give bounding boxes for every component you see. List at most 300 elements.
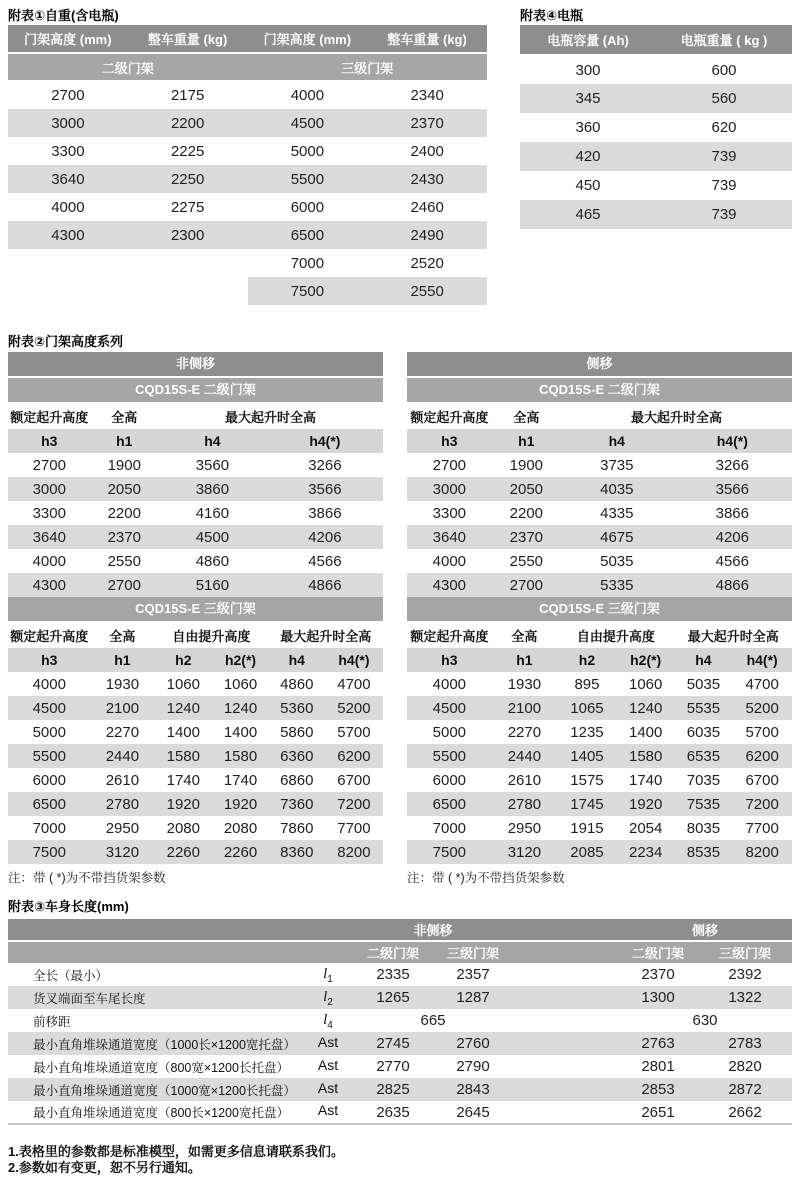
group-header: 侧移 bbox=[618, 919, 792, 941]
column-header: h2(*) bbox=[224, 652, 257, 668]
column-header: h2 bbox=[578, 652, 596, 668]
table-cell: 1240 bbox=[223, 699, 258, 717]
table-cell: 4866 bbox=[308, 576, 342, 594]
table-row bbox=[8, 453, 383, 477]
table-row bbox=[8, 249, 487, 277]
table-row bbox=[8, 477, 383, 501]
table-cell: 2745 bbox=[376, 1035, 410, 1052]
group-header: 三级门架 bbox=[248, 53, 488, 81]
table-row bbox=[8, 919, 792, 941]
table-cell: 1235 bbox=[570, 723, 604, 741]
table-cell: 1060 bbox=[223, 675, 258, 693]
table-cell: 2820 bbox=[728, 1058, 762, 1075]
table-cell: 7035 bbox=[686, 771, 721, 789]
table-cell: 2763 bbox=[641, 1035, 675, 1052]
table-cell: 739 bbox=[711, 206, 737, 223]
table-cell: 2370 bbox=[410, 114, 444, 132]
table-cell: 3000 bbox=[432, 480, 467, 498]
table-cell: 2825 bbox=[376, 1081, 410, 1098]
column-header: h4(*) bbox=[309, 433, 341, 449]
body-length-table bbox=[8, 919, 792, 1125]
table-cell: 2950 bbox=[507, 819, 542, 837]
table-row bbox=[407, 453, 792, 477]
table-cell: 1575 bbox=[570, 771, 604, 789]
table-row bbox=[8, 648, 383, 672]
table-cell: 1400 bbox=[628, 723, 663, 741]
table-cell: 4000 bbox=[32, 552, 66, 570]
row-label: 最小直角堆垛通道宽度（800宽×1200长托盘） bbox=[33, 1060, 289, 1075]
battery-table-head bbox=[520, 25, 792, 55]
table-row bbox=[8, 941, 792, 963]
column-header: h1 bbox=[116, 433, 133, 449]
table-cell: 2400 bbox=[410, 142, 444, 160]
spacer-cell bbox=[513, 963, 618, 986]
table-cell: 4500 bbox=[195, 528, 230, 546]
table-cell: 1400 bbox=[166, 723, 200, 741]
table-cell: 2550 bbox=[509, 552, 544, 570]
table-cell: 3120 bbox=[507, 843, 542, 861]
column-header: h3 bbox=[41, 433, 58, 449]
table-cell: 2370 bbox=[107, 528, 141, 546]
table-cell: 5860 bbox=[280, 723, 314, 741]
table-row bbox=[407, 816, 792, 840]
table-cell: 560 bbox=[711, 90, 737, 107]
table-row bbox=[520, 25, 792, 55]
table-cell: 3000 bbox=[51, 114, 85, 132]
group-header: 额定起升高度 bbox=[410, 629, 489, 644]
table-cell: 4675 bbox=[600, 528, 634, 546]
table-row bbox=[8, 109, 487, 137]
table-cell: 2275 bbox=[170, 198, 205, 216]
column-header: h4 bbox=[204, 433, 221, 449]
table-cell: 2440 bbox=[105, 747, 140, 765]
table-row bbox=[8, 404, 383, 429]
table-row bbox=[8, 221, 487, 249]
table-cell: 2100 bbox=[105, 699, 140, 717]
symbol-cell bbox=[303, 986, 353, 1009]
table-cell: 4700 bbox=[337, 675, 371, 693]
table-row bbox=[8, 1009, 792, 1032]
table-cell: 1405 bbox=[570, 747, 604, 765]
table-cell: 5335 bbox=[600, 576, 634, 594]
table-cell: 2085 bbox=[570, 843, 604, 861]
table-cell: 450 bbox=[575, 177, 601, 194]
group-header: 最大起升时全高 bbox=[224, 410, 316, 425]
battery-table bbox=[520, 25, 792, 229]
table-cell: 1745 bbox=[570, 795, 604, 813]
table-cell: 7500 bbox=[432, 843, 467, 861]
spacer-cell bbox=[513, 986, 618, 1009]
table-row bbox=[8, 525, 383, 549]
table-cell: 8200 bbox=[337, 843, 371, 861]
table-cell: 1580 bbox=[628, 747, 663, 765]
self-weight-table bbox=[8, 25, 487, 305]
table-cell: 6700 bbox=[745, 771, 779, 789]
table-cell: 2270 bbox=[105, 723, 140, 741]
table-cell: 2260 bbox=[223, 843, 258, 861]
group-header: 额定起升高度 bbox=[410, 410, 489, 425]
table-cell: 4860 bbox=[195, 552, 230, 570]
table-cell: 4335 bbox=[600, 504, 634, 522]
table-cell: 5000 bbox=[432, 723, 467, 741]
table-cell: 2950 bbox=[105, 819, 140, 837]
table-cell: 5500 bbox=[32, 747, 66, 765]
table-cell: 6000 bbox=[432, 771, 467, 789]
table-cell: 2700 bbox=[51, 87, 85, 104]
group-header: 全高 bbox=[109, 629, 136, 644]
table-cell: 4000 bbox=[290, 87, 325, 104]
table-cell: 5000 bbox=[290, 142, 325, 160]
row-label: 前移距 bbox=[33, 1014, 71, 1029]
table-cell: 3300 bbox=[32, 504, 66, 522]
table-cell: 1920 bbox=[166, 795, 200, 813]
table-cell: 5160 bbox=[195, 576, 230, 594]
table-cell: 7000 bbox=[432, 819, 467, 837]
table-cell: 2853 bbox=[641, 1081, 675, 1098]
table-cell: 3300 bbox=[432, 504, 467, 522]
symbol-base: l bbox=[323, 965, 328, 982]
table-cell: 2200 bbox=[170, 114, 205, 132]
table-cell: 1300 bbox=[641, 989, 675, 1006]
table-cell: 7700 bbox=[337, 819, 371, 837]
table-cell: 2520 bbox=[410, 254, 444, 272]
variant-header: 非侧移 bbox=[8, 352, 383, 376]
table-cell: 2175 bbox=[170, 87, 205, 104]
model-header: CQD15S-E 三级门架 bbox=[8, 597, 383, 621]
body-length-table-body bbox=[8, 963, 792, 1124]
column-header: 电瓶容量 (Ah) bbox=[520, 25, 656, 55]
mast-height-subtable bbox=[407, 623, 792, 864]
table-cell: 2872 bbox=[728, 1081, 762, 1098]
table-cell: 1400 bbox=[223, 723, 258, 741]
spacer-cell bbox=[513, 1055, 618, 1078]
table-cell: 2700 bbox=[32, 456, 66, 474]
column-header: h4(*) bbox=[746, 652, 778, 668]
table-cell: 4566 bbox=[715, 552, 749, 570]
table-cell: 2700 bbox=[509, 576, 544, 594]
table-cell: 5700 bbox=[745, 723, 779, 741]
table-cell: 3300 bbox=[51, 142, 85, 160]
model-header: CQD15S-E 二级门架 bbox=[8, 378, 383, 402]
table-cell: 3566 bbox=[308, 480, 342, 498]
table-cell: 4160 bbox=[195, 504, 230, 522]
table-row bbox=[8, 792, 383, 816]
column-header: h3 bbox=[41, 652, 58, 668]
table-row bbox=[407, 573, 792, 597]
table-cell: 2843 bbox=[456, 1081, 490, 1098]
table-cell: 3866 bbox=[308, 504, 342, 522]
group-header: 自由提升高度 bbox=[172, 629, 251, 644]
table-cell: 345 bbox=[575, 90, 601, 107]
table-cell: 4206 bbox=[308, 528, 342, 546]
row-label: 货叉端面至车尾长度 bbox=[33, 991, 146, 1006]
table-cell: 620 bbox=[711, 119, 737, 136]
column-header: 三级门架 bbox=[698, 941, 792, 963]
table-cell: 6360 bbox=[280, 747, 314, 765]
battery-table-body bbox=[520, 55, 792, 229]
table-cell: 7200 bbox=[337, 795, 371, 813]
table-row bbox=[8, 277, 487, 305]
table-cell: 6200 bbox=[745, 747, 779, 765]
symbol-subscript: 4 bbox=[327, 1019, 333, 1031]
table-cell: 3640 bbox=[51, 170, 85, 188]
table-cell: 5535 bbox=[686, 699, 721, 717]
table-cell: 4500 bbox=[290, 114, 325, 132]
table-row bbox=[8, 573, 383, 597]
mast-table-footnote: 注：带 ( *)为不带挡货架参数 bbox=[8, 871, 166, 885]
table4-title: 附表④电瓶 bbox=[520, 8, 584, 23]
table-cell: 630 bbox=[692, 1012, 718, 1029]
table-row bbox=[8, 549, 383, 573]
symbol-cell bbox=[303, 1101, 353, 1124]
column-header: 二级门架 bbox=[353, 941, 433, 963]
table-cell: 7535 bbox=[686, 795, 721, 813]
table-cell: 6000 bbox=[32, 771, 66, 789]
mast-table-non-sideshift bbox=[8, 352, 383, 886]
group-header: 全高 bbox=[111, 410, 138, 425]
table-cell: 1930 bbox=[507, 675, 542, 693]
column-header: h4 bbox=[608, 433, 625, 449]
spacer-cell bbox=[513, 1032, 618, 1055]
table-cell: 8535 bbox=[686, 843, 721, 861]
table-cell: 4000 bbox=[432, 552, 467, 570]
self-weight-table-head bbox=[8, 25, 487, 81]
table-cell: 2300 bbox=[170, 226, 205, 244]
table-row bbox=[520, 142, 792, 171]
column-header: 整车重量 (kg) bbox=[367, 25, 487, 53]
column-header: 门架高度 (mm) bbox=[8, 25, 128, 53]
table-cell: 5200 bbox=[745, 699, 779, 717]
table-cell: 1920 bbox=[628, 795, 663, 813]
table-cell: 2760 bbox=[456, 1035, 490, 1052]
table-row bbox=[8, 986, 792, 1009]
table-cell: 3566 bbox=[715, 480, 749, 498]
table-cell: 2645 bbox=[456, 1103, 490, 1121]
table-cell: 7200 bbox=[745, 795, 779, 813]
table-cell: 6860 bbox=[280, 771, 314, 789]
symbol-subscript: 2 bbox=[327, 996, 333, 1008]
table-cell: 3000 bbox=[32, 480, 66, 498]
table-cell: 4300 bbox=[32, 576, 66, 594]
table-cell: 5200 bbox=[337, 699, 371, 717]
table-cell: 2080 bbox=[166, 819, 200, 837]
blank-header bbox=[8, 941, 353, 963]
table-cell: 1740 bbox=[166, 771, 200, 789]
row-label: 全长（最小） bbox=[33, 968, 109, 983]
table-row bbox=[520, 171, 792, 200]
table-cell: 420 bbox=[575, 148, 601, 165]
table-cell: 4000 bbox=[32, 675, 66, 693]
table-cell: 2100 bbox=[507, 699, 542, 717]
table-row bbox=[8, 137, 487, 165]
table-cell: 4000 bbox=[432, 675, 467, 693]
table-cell: 360 bbox=[575, 119, 601, 136]
table-cell: 465 bbox=[575, 206, 601, 223]
table-row bbox=[8, 1101, 792, 1124]
column-header: h4(*) bbox=[716, 433, 748, 449]
table-cell: 1900 bbox=[509, 456, 544, 474]
table-cell: 2801 bbox=[641, 1058, 675, 1075]
table-cell: 2460 bbox=[410, 198, 444, 216]
mast-height-subtable bbox=[8, 623, 383, 864]
variant-header: 侧移 bbox=[407, 352, 792, 376]
table-cell: 2335 bbox=[376, 966, 410, 983]
table-row bbox=[8, 501, 383, 525]
table-cell: 2200 bbox=[107, 504, 141, 522]
table-cell: 2270 bbox=[507, 723, 542, 741]
symbol-base: l bbox=[323, 988, 328, 1005]
column-header: 整车重量 (kg) bbox=[128, 25, 248, 53]
table-cell: 7700 bbox=[745, 819, 779, 837]
table-cell: 1740 bbox=[628, 771, 663, 789]
table-cell: 7500 bbox=[32, 843, 66, 861]
table-cell: 2050 bbox=[509, 480, 544, 498]
symbol-cell bbox=[303, 1055, 353, 1078]
table-cell: 8035 bbox=[686, 819, 721, 837]
table-row bbox=[8, 429, 383, 453]
table-cell: 6000 bbox=[290, 198, 325, 216]
spacer-cell bbox=[513, 1009, 618, 1032]
table-cell: 6500 bbox=[32, 795, 66, 813]
blank-header bbox=[8, 919, 353, 941]
table-cell: 2635 bbox=[376, 1103, 410, 1121]
row-label: 最小直角堆垛通道宽度（1000长×1200宽托盘） bbox=[33, 1037, 296, 1052]
spacer-cell bbox=[513, 919, 618, 941]
table-row bbox=[8, 1032, 792, 1055]
table-cell: 4035 bbox=[600, 480, 634, 498]
table-cell: 4000 bbox=[51, 198, 85, 216]
model-header: CQD15S-E 二级门架 bbox=[407, 378, 792, 402]
table-cell: 2783 bbox=[728, 1035, 762, 1052]
table-row bbox=[407, 672, 792, 696]
group-header: 全高 bbox=[513, 410, 540, 425]
symbol-base: Ast bbox=[317, 1033, 339, 1050]
table-cell: 5360 bbox=[280, 699, 314, 717]
table-cell: 2700 bbox=[432, 456, 467, 474]
table-cell: 1915 bbox=[570, 819, 604, 837]
table-cell: 5000 bbox=[32, 723, 66, 741]
symbol-cell bbox=[303, 1032, 353, 1055]
table-cell: 7860 bbox=[280, 819, 314, 837]
table-cell: 2662 bbox=[728, 1103, 762, 1121]
group-header: 最大起升时全高 bbox=[687, 629, 779, 644]
table-cell: 8360 bbox=[280, 843, 314, 861]
column-header: h4 bbox=[695, 652, 712, 668]
table-cell bbox=[8, 249, 128, 277]
column-header: h3 bbox=[441, 433, 458, 449]
table-cell bbox=[128, 249, 248, 277]
table-cell: 6700 bbox=[337, 771, 371, 789]
table-row bbox=[407, 744, 792, 768]
table-cell: 665 bbox=[420, 1012, 446, 1029]
table-cell: 2080 bbox=[223, 819, 258, 837]
symbol-cell bbox=[303, 1078, 353, 1101]
table-row bbox=[8, 193, 487, 221]
table-cell: 3266 bbox=[308, 456, 342, 474]
model-header: CQD15S-E 三级门架 bbox=[407, 597, 792, 621]
table-cell: 1580 bbox=[223, 747, 258, 765]
symbol-cell bbox=[303, 1009, 353, 1032]
column-header: h1 bbox=[516, 652, 533, 668]
table-cell: 2370 bbox=[641, 966, 675, 983]
group-header: 额定起升高度 bbox=[10, 410, 89, 425]
table-row bbox=[407, 623, 792, 648]
symbol-base: Ast bbox=[317, 1079, 339, 1096]
mast-table-footnote: 注：带 ( *)为不带挡货架参数 bbox=[407, 871, 565, 885]
row-label: 最小直角堆垛通道宽度（800长×1200宽托盘） bbox=[33, 1106, 289, 1120]
table-cell: 5700 bbox=[337, 723, 371, 741]
column-header: h4(*) bbox=[338, 652, 370, 668]
group-header: 二级门架 bbox=[8, 53, 248, 81]
table-cell: 2700 bbox=[107, 576, 141, 594]
table-cell: 2610 bbox=[105, 771, 140, 789]
table-row bbox=[407, 501, 792, 525]
table-cell: 7500 bbox=[290, 282, 325, 300]
column-header: h1 bbox=[114, 652, 131, 668]
self-weight-table-body bbox=[8, 81, 487, 305]
table-cell: 6035 bbox=[686, 723, 721, 741]
symbol-subscript: 1 bbox=[327, 973, 333, 985]
table-cell: 2050 bbox=[107, 480, 141, 498]
table-cell: 1322 bbox=[728, 989, 762, 1006]
table-row bbox=[8, 720, 383, 744]
table-cell: 8200 bbox=[745, 843, 779, 861]
table-row bbox=[8, 1055, 792, 1078]
table-cell: 3735 bbox=[600, 456, 634, 474]
spacer-cell bbox=[513, 941, 618, 963]
column-header: h2 bbox=[175, 652, 192, 668]
table-cell: 1240 bbox=[628, 699, 663, 717]
table-cell: 6535 bbox=[686, 747, 721, 765]
group-header: 全高 bbox=[511, 629, 538, 644]
group-header: 最大起升时全高 bbox=[280, 629, 372, 644]
table-cell: 6200 bbox=[337, 747, 371, 765]
table-row bbox=[8, 165, 487, 193]
column-header: h4 bbox=[288, 652, 305, 668]
table-row bbox=[8, 963, 792, 986]
table-row bbox=[8, 1078, 792, 1101]
table-cell bbox=[8, 277, 128, 305]
table-cell: 4300 bbox=[51, 226, 85, 244]
table-cell: 739 bbox=[711, 177, 737, 194]
table-cell: 2054 bbox=[628, 819, 663, 837]
table-cell: 3640 bbox=[432, 528, 467, 546]
table-row bbox=[8, 623, 383, 648]
table-cell: 7360 bbox=[280, 795, 314, 813]
table-cell: 2200 bbox=[509, 504, 544, 522]
column-header: 二级门架 bbox=[618, 941, 698, 963]
footer-notes bbox=[8, 1144, 344, 1176]
column-header: 三级门架 bbox=[433, 941, 513, 963]
column-header: 电瓶重量 ( kg ) bbox=[656, 25, 792, 55]
table-cell: 5500 bbox=[432, 747, 467, 765]
table-cell: 1580 bbox=[166, 747, 200, 765]
table-row bbox=[520, 113, 792, 142]
table-cell: 2780 bbox=[105, 795, 140, 813]
table-cell: 300 bbox=[575, 61, 601, 79]
table-cell: 2234 bbox=[628, 843, 663, 861]
table-cell: 2780 bbox=[507, 795, 542, 813]
table-cell: 2790 bbox=[456, 1058, 490, 1075]
table-cell: 4566 bbox=[308, 552, 342, 570]
mast-height-subtable bbox=[407, 404, 792, 597]
table-row bbox=[520, 55, 792, 84]
table-row bbox=[8, 840, 383, 864]
table-cell: 4700 bbox=[745, 675, 779, 693]
table-cell: 739 bbox=[711, 148, 737, 165]
group-header: 额定起升高度 bbox=[10, 629, 89, 644]
table-row bbox=[407, 404, 792, 429]
